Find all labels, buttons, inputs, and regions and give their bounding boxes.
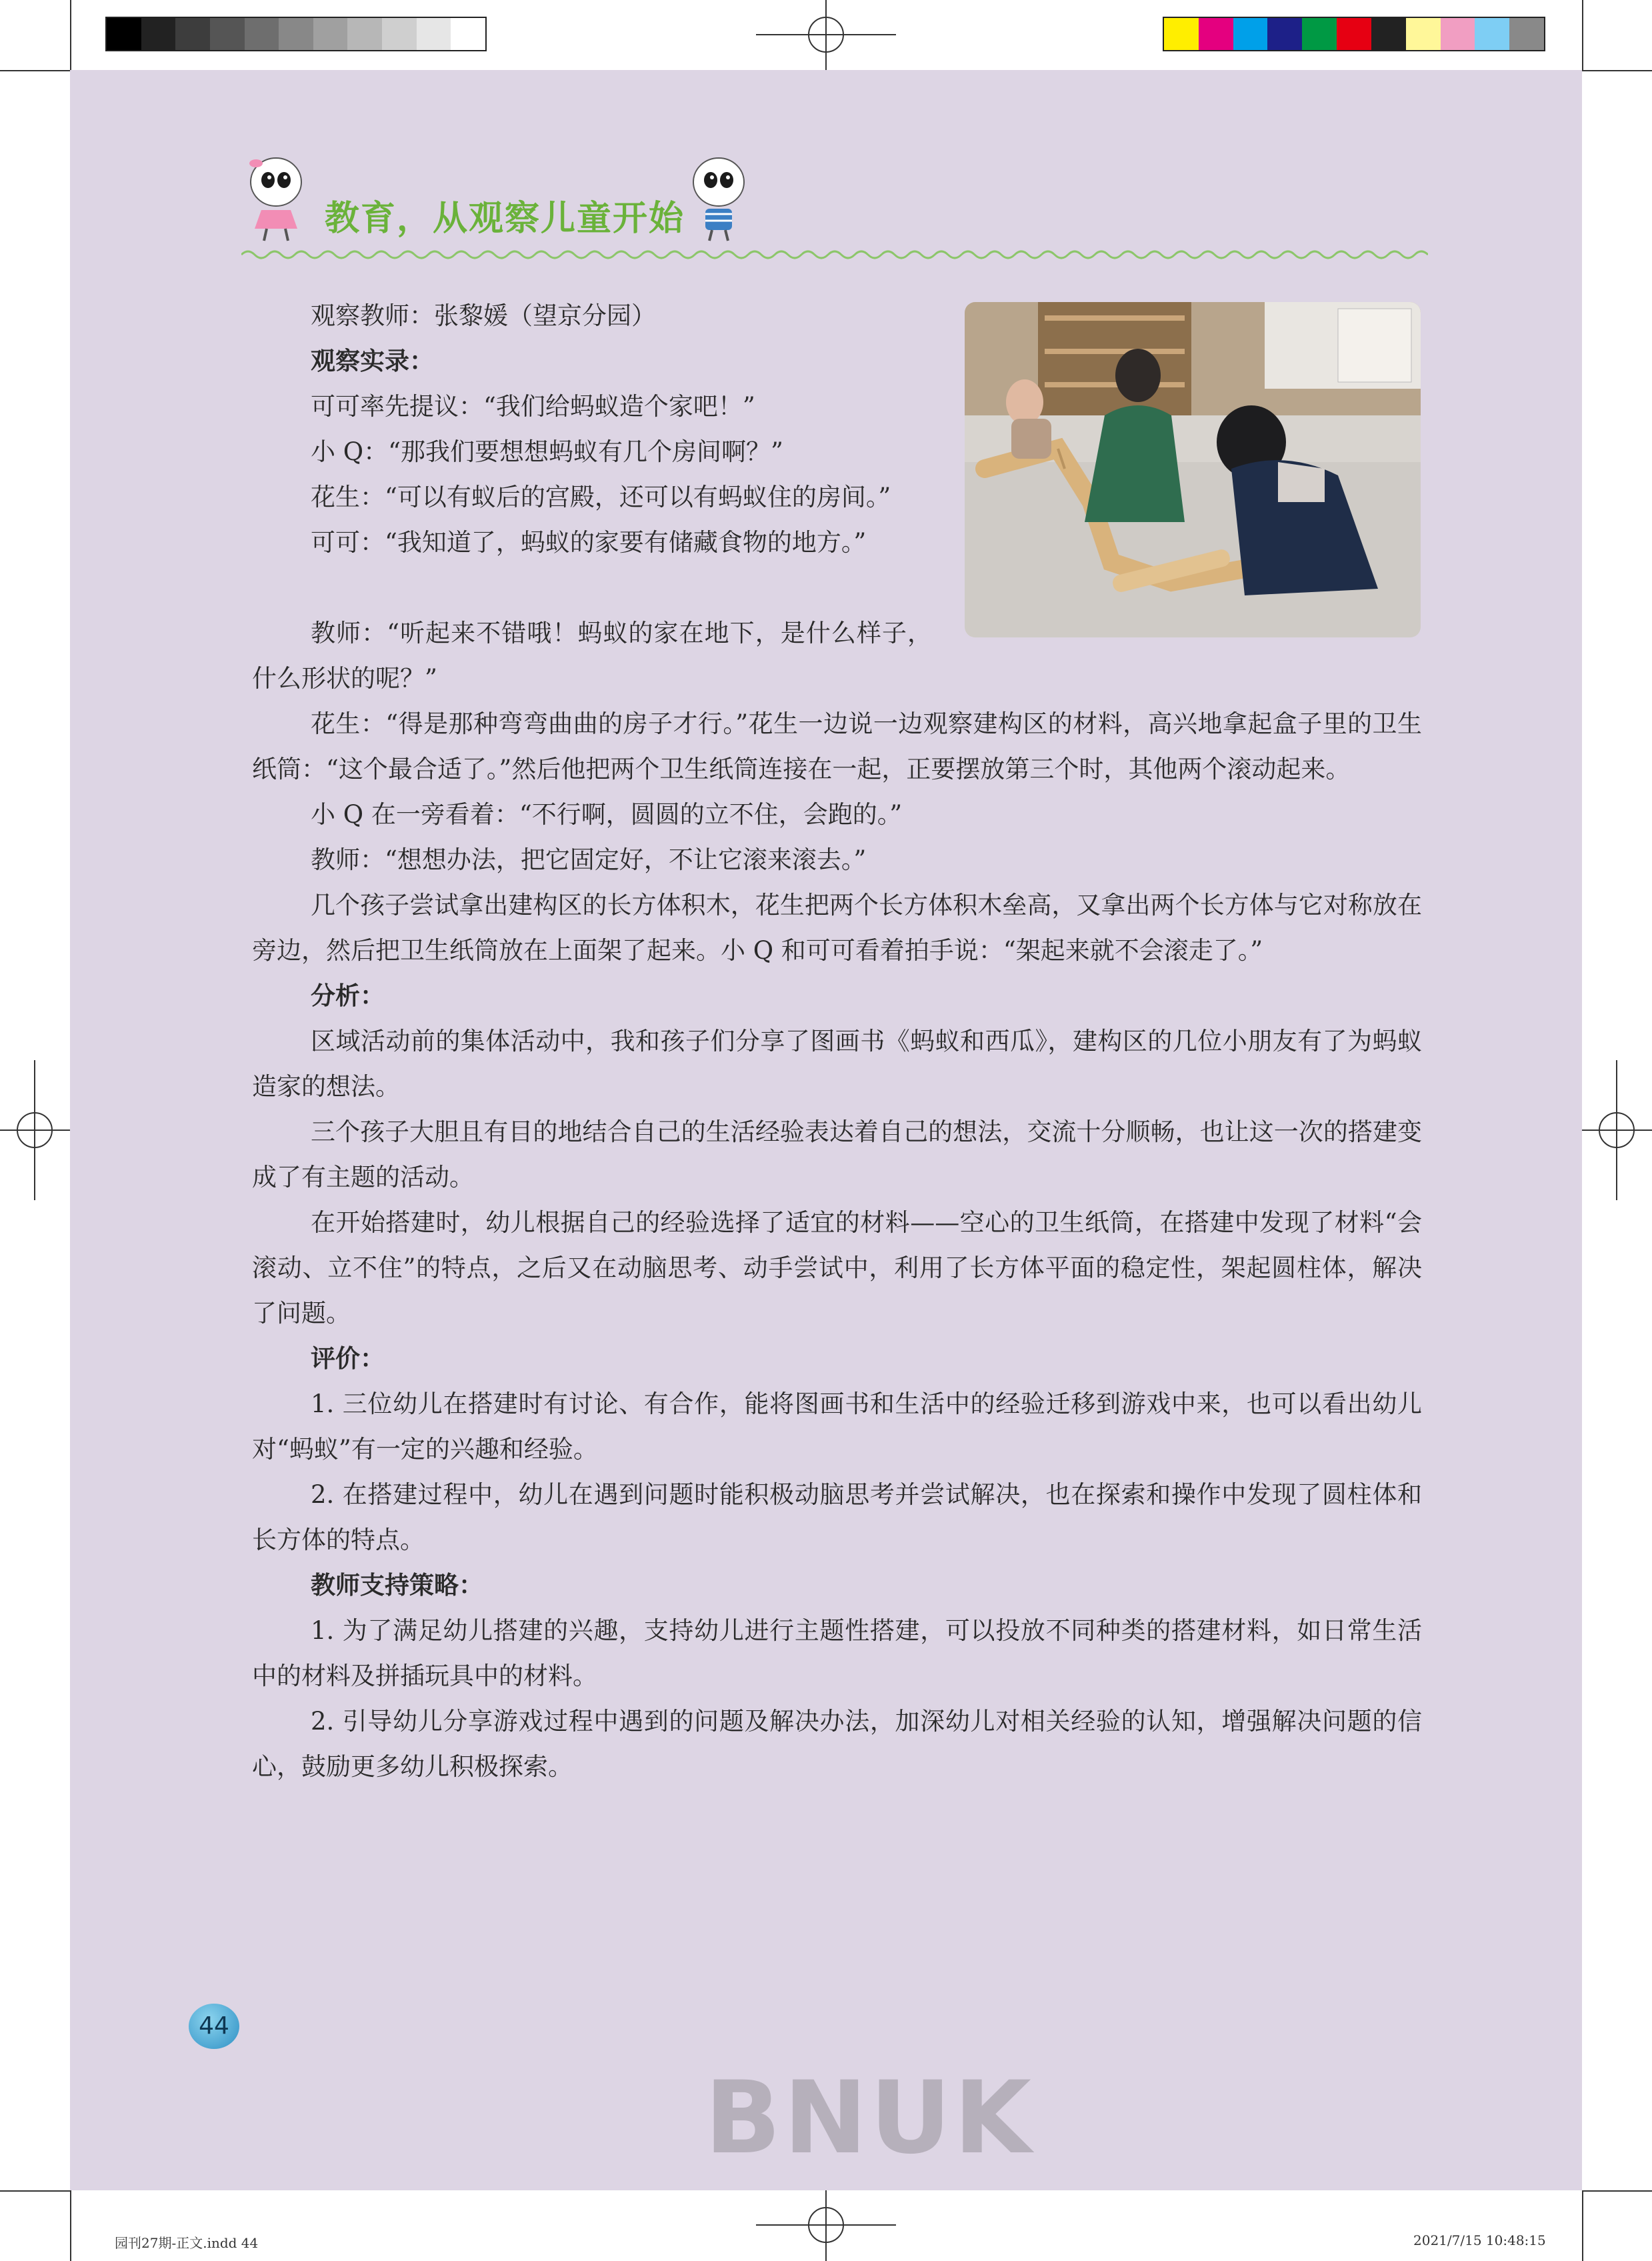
classroom-photo xyxy=(965,302,1421,637)
dialogue-paragraph: 小 Q：“那我们要想想蚂蚁有几个房间啊？” xyxy=(311,437,783,466)
wavy-divider xyxy=(241,247,1428,263)
color-swatch xyxy=(1441,18,1475,50)
grey-swatch xyxy=(382,18,417,50)
grey-swatch xyxy=(417,18,451,50)
dialogue-paragraph: 几个孩子尝试拿出建构区的长方体积木，花生把两个长方体积木垒高，又拿出两个长方体与它对称放在旁边，然后把卫生纸筒放在上面架了起来。小 Q 和可可看着拍手说：“架起来就不会滚走了。” xyxy=(252,891,1422,965)
registration-mark-bottom xyxy=(756,2190,896,2261)
dialogue-paragraph: 花生：“得是那种弯弯曲曲的房子才行。”花生一边说一边观察建构区的材料，高兴地拿起盒子里的卫生纸筒：“这个最合适了。”然后他把两个卫生纸筒连接在一起，正要摆放第三个时，其他两个滚动起来。 xyxy=(252,709,1422,783)
color-swatch xyxy=(1164,18,1199,50)
crop-mark xyxy=(1582,0,1583,70)
dialogue-paragraph: 花生：“可以有蚁后的宫殿，还可以有蚂蚁住的房间。” xyxy=(311,483,891,511)
crop-mark xyxy=(0,2190,70,2192)
section-header xyxy=(241,150,1428,263)
grey-swatch xyxy=(175,18,210,50)
observer-line: 观察教师：张黎媛（望京分园） xyxy=(311,301,656,330)
analysis-paragraph: 三个孩子大胆且有目的地结合自己的生活经验表达着自己的想法，交流十分顺畅，也让这一次的搭建变成了有主题的活动。 xyxy=(252,1117,1422,1192)
crop-mark xyxy=(1582,2190,1583,2261)
print-slug-date: 2021/7/15 10:48:15 xyxy=(1413,2232,1546,2248)
header-title: 教育，从观察儿童开始 xyxy=(325,199,685,239)
strategy-heading: 教师支持策略： xyxy=(311,1571,483,1600)
dialogue-paragraph: 小 Q 在一旁看着：“不行啊，圆圆的立不住，会跑的。” xyxy=(311,800,903,829)
grey-swatch xyxy=(141,18,176,50)
registration-mark-right xyxy=(1582,1060,1652,1200)
dialogue-paragraph: 可可率先提议：“我们给蚂蚁造个家吧！” xyxy=(311,392,755,421)
grey-swatch xyxy=(313,18,348,50)
dialogue-paragraph: 教师：“想想办法，把它固定好，不让它滚来滚去。” xyxy=(311,845,867,874)
crop-mark xyxy=(70,0,71,70)
page-number: 44 xyxy=(189,2004,239,2049)
mascot-girl-icon xyxy=(241,150,315,243)
grey-swatch xyxy=(279,18,313,50)
color-swatch xyxy=(1302,18,1337,50)
color-swatch xyxy=(1371,18,1406,50)
evaluation-item: 2. 在搭建过程中，幼儿在遇到问题时能积极动脑思考并尝试解决，也在探索和操作中发现了圆柱体和长方体的特点。 xyxy=(252,1480,1422,1554)
crop-mark xyxy=(1582,2190,1652,2192)
grey-swatch xyxy=(347,18,382,50)
print-slug-file: 园刊27期-正文.indd 44 xyxy=(115,2235,259,2251)
grey-swatch xyxy=(107,18,141,50)
grey-calibration-bar xyxy=(105,17,487,51)
observation-intro xyxy=(252,293,932,565)
grey-swatch xyxy=(210,18,245,50)
crop-mark xyxy=(70,2190,71,2261)
evaluation-item: 1. 三位幼儿在搭建时有讨论、有合作，能将图画书和生活中的经验迁移到游戏中来，也可以看出幼儿对“蚂蚁”有一定的兴趣和经验。 xyxy=(252,1390,1422,1464)
dialogue-paragraph: 教师：“听起来不错哦！蚂蚁的家在地下，是什么样子，什么形状的呢？” xyxy=(252,619,932,693)
color-calibration-bar xyxy=(1163,17,1545,51)
dialogue-paragraph: 可可：“我知道了，蚂蚁的家要有储藏食物的地方。” xyxy=(311,528,867,557)
color-swatch xyxy=(1475,18,1509,50)
evaluation-heading: 评价： xyxy=(311,1344,385,1373)
analysis-heading: 分析： xyxy=(311,981,385,1010)
grey-swatch xyxy=(245,18,279,50)
crop-mark xyxy=(1582,70,1652,71)
mascot-boy-icon xyxy=(681,150,755,243)
color-swatch xyxy=(1406,18,1441,50)
strategy-item: 1. 为了满足幼儿搭建的兴趣，支持幼儿进行主题性搭建，可以投放不同种类的搭建材料，如日常生活中的材料及拼插玩具中的材料。 xyxy=(252,1616,1422,1690)
crop-mark xyxy=(0,70,70,71)
color-swatch xyxy=(1199,18,1233,50)
analysis-paragraph: 区域活动前的集体活动中，我和孩子们分享了图画书《蚂蚁和西瓜》，建构区的几位小朋友有了为蚂蚁造家的想法。 xyxy=(252,1027,1422,1101)
watermark: BNUK xyxy=(705,2060,1034,2176)
color-swatch xyxy=(1509,18,1544,50)
registration-mark-left xyxy=(0,1060,70,1200)
analysis-paragraph: 在开始搭建时，幼儿根据自己的经验选择了适宜的材料——空心的卫生纸筒，在搭建中发现了材料“会滚动、立不住”的特点，之后又在动脑思考、动手尝试中，利用了长方体平面的稳定性，架起圆柱体，解决了问题。 xyxy=(252,1208,1422,1328)
grey-swatch xyxy=(451,18,485,50)
record-heading: 观察实录： xyxy=(311,347,434,375)
color-swatch xyxy=(1337,18,1371,50)
strategy-item: 2. 引导幼儿分享游戏过程中遇到的问题及解决办法，加深幼儿对相关经验的认知，增强解决问题的信心，鼓励更多幼儿积极探索。 xyxy=(252,1707,1422,1781)
color-swatch xyxy=(1267,18,1302,50)
registration-mark-top xyxy=(756,0,896,70)
observation-body xyxy=(252,611,1422,1790)
color-swatch xyxy=(1233,18,1268,50)
